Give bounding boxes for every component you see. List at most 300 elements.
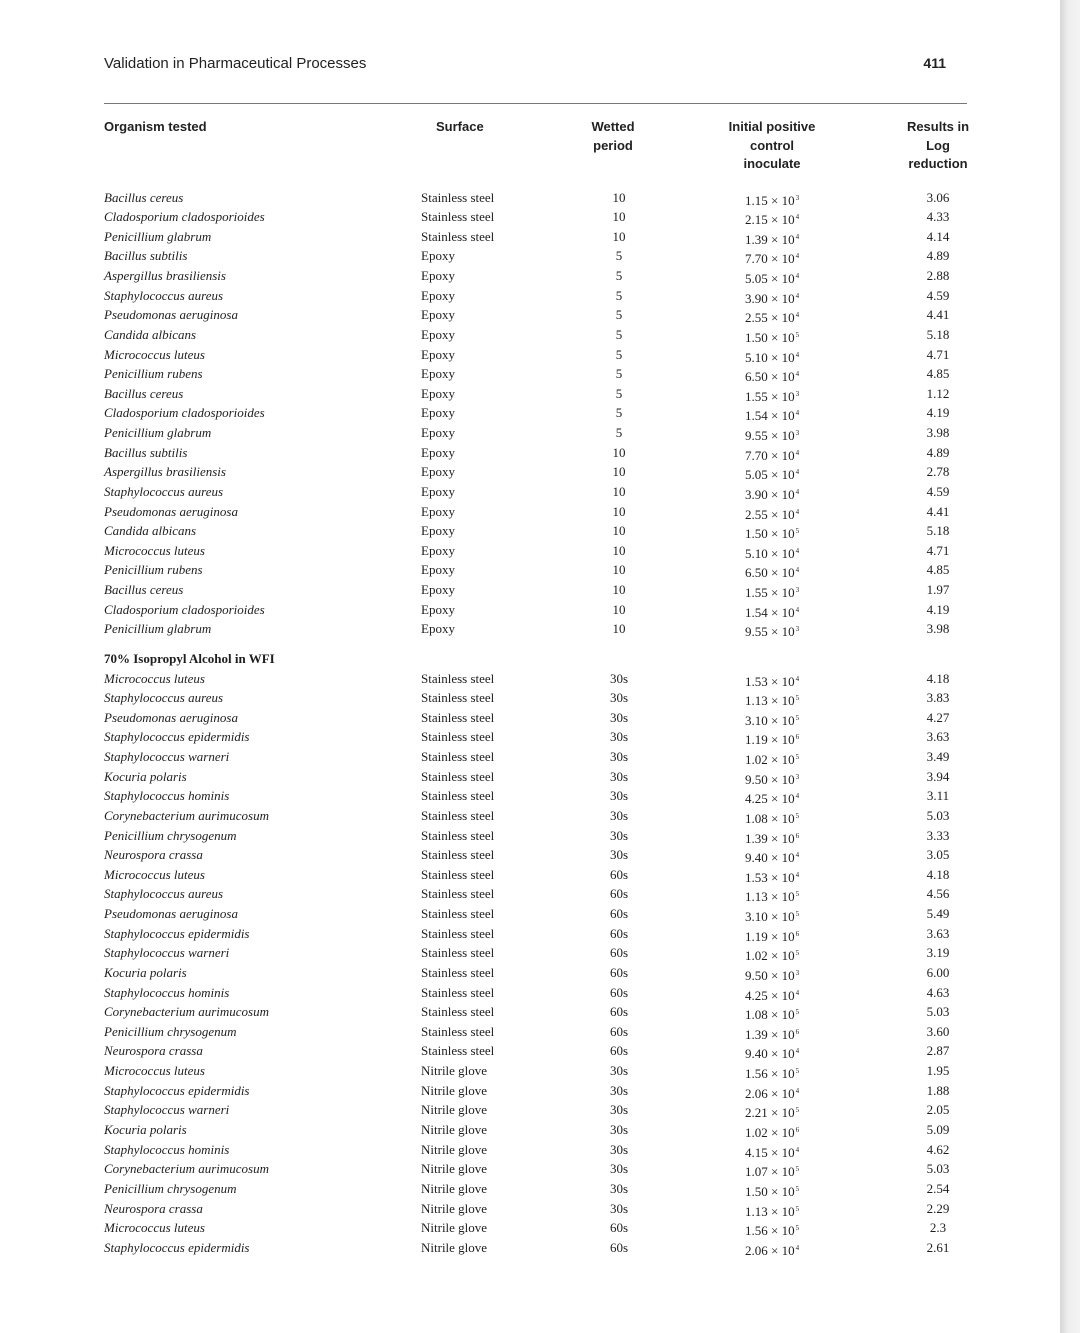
inoculate-exponent: 4	[795, 409, 800, 418]
organism-cell: Corynebacterium aurimucosum	[104, 807, 270, 823]
surface-cell: Epoxy	[421, 425, 455, 441]
inoculate-mantissa: 1.07 × 10	[745, 1164, 795, 1180]
surface-cell: Stainless steel	[421, 1023, 495, 1039]
table-row	[0, 1041, 1060, 1061]
inoculate-mantissa: 1.53 × 10	[745, 869, 795, 885]
organism-cell: Penicillium glabrum	[104, 228, 212, 244]
column-header-surface: Surface	[436, 119, 484, 134]
wetted-period-cell: 60s	[609, 1239, 629, 1255]
surface-cell: Epoxy	[421, 307, 455, 323]
wetted-period-cell: 60s	[609, 1043, 629, 1059]
surface-cell: Stainless steel	[421, 788, 495, 804]
inoculate-exponent: 4	[795, 311, 800, 320]
organism-cell: Penicillium glabrum	[104, 621, 212, 637]
log-reduction-cell: 5.09	[926, 1121, 950, 1137]
organism-cell: Neurospora crassa	[104, 1043, 203, 1059]
log-reduction-cell: 3.83	[926, 690, 950, 706]
organism-cell: Candida albicans	[104, 523, 197, 539]
inoculate-exponent: 3	[795, 389, 800, 398]
inoculate-mantissa: 1.08 × 10	[745, 1007, 795, 1023]
organism-cell: Staphylococcus warneri	[104, 749, 230, 765]
table-row	[0, 1022, 1060, 1042]
organism-cell: Bacillus cereus	[104, 582, 184, 598]
inoculate-mantissa: 5.10 × 10	[745, 349, 795, 365]
table-row	[0, 943, 1060, 963]
page-edge	[1060, 0, 1080, 1333]
wetted-period-cell: 10	[612, 562, 626, 578]
wetted-period-cell: 5	[615, 346, 623, 362]
inoculate-mantissa: 2.21 × 10	[745, 1105, 795, 1121]
inoculate-exponent: 4	[795, 988, 800, 997]
surface-cell: Stainless steel	[421, 189, 495, 205]
surface-cell: Nitrile glove	[421, 1102, 488, 1118]
log-reduction-cell: 3.49	[926, 749, 950, 765]
inoculate-mantissa: 1.13 × 10	[745, 889, 795, 905]
surface-cell: Stainless steel	[421, 209, 495, 225]
table-row	[0, 1218, 1060, 1238]
wetted-period-cell: 5	[615, 307, 623, 323]
table-row	[0, 207, 1060, 227]
wetted-period-cell: 10	[612, 209, 626, 225]
inoculate-exponent: 5	[795, 910, 800, 919]
wetted-period-cell: 30s	[609, 768, 629, 784]
column-header-initial-inoculate: Initial positive control inoculate	[728, 119, 816, 171]
surface-cell: Nitrile glove	[421, 1180, 488, 1196]
surface-cell: Epoxy	[421, 366, 455, 382]
log-reduction-cell: 4.63	[926, 984, 950, 1000]
surface-cell: Stainless steel	[421, 1004, 495, 1020]
table-row	[0, 560, 1060, 580]
table-row	[0, 826, 1060, 846]
table-row	[0, 865, 1060, 885]
table-row	[0, 246, 1060, 266]
organism-cell: Staphylococcus aureus	[104, 483, 224, 499]
inoculate-exponent: 3	[795, 586, 800, 595]
organism-cell: Neurospora crassa	[104, 847, 203, 863]
table-row	[0, 845, 1060, 865]
inoculate-mantissa: 1.15 × 10	[745, 192, 795, 208]
table-row	[0, 443, 1060, 463]
surface-cell: Epoxy	[421, 268, 455, 284]
inoculate-mantissa: 1.50 × 10	[745, 1183, 795, 1199]
organism-cell: Staphylococcus epidermidis	[104, 1239, 250, 1255]
table-row	[0, 482, 1060, 502]
log-reduction-cell: 1.88	[926, 1082, 950, 1098]
surface-cell: Epoxy	[421, 248, 455, 264]
log-reduction-cell: 4.71	[926, 542, 950, 558]
surface-cell: Epoxy	[421, 582, 455, 598]
organism-cell: Staphylococcus hominis	[104, 984, 230, 1000]
log-reduction-cell: 4.18	[926, 866, 950, 882]
wetted-period-cell: 30s	[609, 1082, 629, 1098]
log-reduction-cell: 2.3	[929, 1220, 947, 1236]
inoculate-exponent: 4	[795, 1086, 800, 1095]
surface-cell: Stainless steel	[421, 768, 495, 784]
table-row	[0, 403, 1060, 423]
inoculate-mantissa: 1.19 × 10	[745, 928, 795, 944]
log-reduction-cell: 2.29	[926, 1200, 950, 1216]
organism-cell: Corynebacterium aurimucosum	[104, 1004, 270, 1020]
wetted-period-cell: 10	[612, 582, 626, 598]
table-row	[0, 708, 1060, 728]
inoculate-exponent: 5	[795, 949, 800, 958]
organism-cell: Bacillus cereus	[104, 385, 184, 401]
inoculate-mantissa: 1.55 × 10	[745, 585, 795, 601]
wetted-period-cell: 30s	[609, 807, 629, 823]
inoculate-mantissa: 1.02 × 10	[745, 752, 795, 768]
surface-cell: Nitrile glove	[421, 1220, 488, 1236]
table-row	[0, 963, 1060, 983]
inoculate-mantissa: 9.40 × 10	[745, 1046, 795, 1062]
inoculate-exponent: 4	[795, 870, 800, 879]
inoculate-mantissa: 5.05 × 10	[745, 271, 795, 287]
log-reduction-cell: 2.78	[926, 464, 950, 480]
table-row	[0, 305, 1060, 325]
table-row	[0, 1100, 1060, 1120]
section-heading: 70% Isopropyl Alcohol in WFI	[104, 650, 275, 666]
organism-cell: Staphylococcus warneri	[104, 945, 230, 961]
surface-cell: Nitrile glove	[421, 1063, 488, 1079]
log-reduction-cell: 4.59	[926, 483, 950, 499]
inoculate-mantissa: 6.50 × 10	[745, 565, 795, 581]
inoculate-mantissa: 1.39 × 10	[745, 1026, 795, 1042]
wetted-period-cell: 60s	[609, 945, 629, 961]
wetted-period-cell: 30s	[609, 729, 629, 745]
organism-cell: Staphylococcus epidermidis	[104, 1082, 250, 1098]
table-row	[0, 786, 1060, 806]
wetted-period-cell: 10	[612, 621, 626, 637]
surface-cell: Stainless steel	[421, 709, 495, 725]
table-row	[0, 345, 1060, 365]
wetted-period-cell: 5	[615, 366, 623, 382]
wetted-period-cell: 60s	[609, 1023, 629, 1039]
inoculate-exponent: 4	[795, 1047, 800, 1056]
organism-cell: Micrococcus luteus	[104, 542, 205, 558]
organism-cell: Kocuria polaris	[104, 964, 187, 980]
table-row	[0, 423, 1060, 443]
inoculate-mantissa: 2.55 × 10	[745, 506, 795, 522]
inoculate-exponent: 4	[795, 507, 800, 516]
inoculate-mantissa: 1.19 × 10	[745, 732, 795, 748]
organism-cell: Staphylococcus epidermidis	[104, 925, 250, 941]
wetted-period-cell: 5	[615, 405, 623, 421]
inoculate-mantissa: 2.15 × 10	[745, 212, 795, 228]
log-reduction-cell: 3.60	[926, 1023, 950, 1039]
log-reduction-cell: 2.61	[926, 1239, 950, 1255]
table-row	[0, 364, 1060, 384]
surface-cell: Nitrile glove	[421, 1239, 488, 1255]
organism-cell: Penicillium rubens	[104, 366, 203, 382]
inoculate-exponent: 4	[795, 566, 800, 575]
log-reduction-cell: 2.87	[926, 1043, 950, 1059]
inoculate-exponent: 4	[795, 252, 800, 261]
inoculate-exponent: 4	[795, 448, 800, 457]
wetted-period-cell: 60s	[609, 984, 629, 1000]
log-reduction-cell: 1.95	[926, 1063, 950, 1079]
wetted-period-cell: 30s	[609, 827, 629, 843]
inoculate-exponent: 3	[795, 625, 800, 634]
wetted-period-cell: 30s	[609, 690, 629, 706]
organism-cell: Staphylococcus aureus	[104, 287, 224, 303]
inoculate-mantissa: 7.70 × 10	[745, 251, 795, 267]
wetted-period-cell: 60s	[609, 866, 629, 882]
wetted-period-cell: 30s	[609, 1121, 629, 1137]
surface-cell: Nitrile glove	[421, 1161, 488, 1177]
organism-cell: Micrococcus luteus	[104, 1220, 205, 1236]
log-reduction-cell: 2.88	[926, 268, 950, 284]
log-reduction-cell: 5.03	[926, 1004, 950, 1020]
organism-cell: Kocuria polaris	[104, 1121, 187, 1137]
inoculate-exponent: 5	[795, 713, 800, 722]
inoculate-exponent: 5	[795, 1008, 800, 1017]
inoculate-exponent: 5	[795, 1204, 800, 1213]
wetted-period-cell: 30s	[609, 1063, 629, 1079]
wetted-period-cell: 30s	[609, 1102, 629, 1118]
wetted-period-cell: 30s	[609, 709, 629, 725]
inoculate-exponent: 4	[795, 792, 800, 801]
table-row	[0, 580, 1060, 600]
inoculate-mantissa: 1.56 × 10	[745, 1223, 795, 1239]
inoculate-exponent: 4	[795, 1243, 800, 1252]
table-row	[0, 767, 1060, 787]
log-reduction-cell: 3.05	[926, 847, 950, 863]
inoculate-exponent: 4	[795, 232, 800, 241]
organism-cell: Micrococcus luteus	[104, 670, 205, 686]
organism-cell: Bacillus cereus	[104, 189, 184, 205]
organism-cell: Penicillium rubens	[104, 562, 203, 578]
table-row	[0, 521, 1060, 541]
table-row	[0, 1159, 1060, 1179]
inoculate-mantissa: 1.50 × 10	[745, 526, 795, 542]
wetted-period-cell: 30s	[609, 1161, 629, 1177]
surface-cell: Stainless steel	[421, 906, 495, 922]
log-reduction-cell: 1.12	[926, 385, 950, 401]
wetted-period-cell: 30s	[609, 1200, 629, 1216]
inoculate-mantissa: 1.56 × 10	[745, 1066, 795, 1082]
wetted-period-cell: 30s	[609, 670, 629, 686]
surface-cell: Epoxy	[421, 444, 455, 460]
inoculate-mantissa: 9.50 × 10	[745, 771, 795, 787]
organism-cell: Bacillus subtilis	[104, 444, 188, 460]
wetted-period-cell: 10	[612, 444, 626, 460]
log-reduction-cell: 1.97	[926, 582, 950, 598]
organism-cell: Staphylococcus warneri	[104, 1102, 230, 1118]
wetted-period-cell: 10	[612, 601, 626, 617]
inoculate-exponent: 5	[795, 1067, 800, 1076]
wetted-period-cell: 30s	[609, 749, 629, 765]
organism-cell: Pseudomonas aeruginosa	[104, 906, 238, 922]
inoculate-exponent: 5	[795, 330, 800, 339]
log-reduction-cell: 4.14	[926, 228, 950, 244]
wetted-period-cell: 10	[612, 483, 626, 499]
inoculate-mantissa: 1.02 × 10	[745, 1124, 795, 1140]
wetted-period-cell: 5	[615, 425, 623, 441]
log-reduction-cell: 3.06	[926, 189, 950, 205]
wetted-period-cell: 10	[612, 503, 626, 519]
inoculate-mantissa: 9.55 × 10	[745, 624, 795, 640]
log-reduction-cell: 2.54	[926, 1180, 950, 1196]
organism-cell: Penicillium chrysogenum	[104, 827, 237, 843]
wetted-period-cell: 60s	[609, 906, 629, 922]
inoculate-mantissa: 5.05 × 10	[745, 467, 795, 483]
surface-cell: Epoxy	[421, 385, 455, 401]
surface-cell: Nitrile glove	[421, 1141, 488, 1157]
table-row	[0, 983, 1060, 1003]
wetted-period-cell: 5	[615, 268, 623, 284]
inoculate-exponent: 5	[795, 753, 800, 762]
inoculate-exponent: 4	[795, 272, 800, 281]
wetted-period-cell: 10	[612, 189, 626, 205]
log-reduction-cell: 4.41	[926, 307, 950, 323]
inoculate-exponent: 4	[795, 370, 800, 379]
surface-cell: Epoxy	[421, 562, 455, 578]
surface-cell: Epoxy	[421, 523, 455, 539]
table-row	[0, 1140, 1060, 1160]
inoculate-exponent: 6	[795, 929, 800, 938]
inoculate-exponent: 6	[795, 1125, 800, 1134]
inoculate-exponent: 5	[795, 1184, 800, 1193]
surface-cell: Nitrile glove	[421, 1082, 488, 1098]
surface-cell: Epoxy	[421, 621, 455, 637]
surface-cell: Stainless steel	[421, 690, 495, 706]
table-row	[0, 747, 1060, 767]
table-row	[0, 286, 1060, 306]
organism-cell: Bacillus subtilis	[104, 248, 188, 264]
organism-cell: Staphylococcus hominis	[104, 788, 230, 804]
log-reduction-cell: 4.56	[926, 886, 950, 902]
surface-cell: Epoxy	[421, 601, 455, 617]
inoculate-mantissa: 5.10 × 10	[745, 545, 795, 561]
log-reduction-cell: 4.27	[926, 709, 950, 725]
log-reduction-cell: 3.94	[926, 768, 950, 784]
inoculate-exponent: 6	[795, 831, 800, 840]
table-row	[0, 1002, 1060, 1022]
table-row	[0, 384, 1060, 404]
inoculate-mantissa: 3.90 × 10	[745, 290, 795, 306]
organism-cell: Penicillium chrysogenum	[104, 1023, 237, 1039]
table-row	[0, 727, 1060, 747]
log-reduction-cell: 5.18	[926, 326, 950, 342]
inoculate-mantissa: 4.25 × 10	[745, 791, 795, 807]
inoculate-exponent: 5	[795, 1165, 800, 1174]
surface-cell: Nitrile glove	[421, 1121, 488, 1137]
log-reduction-cell: 4.85	[926, 366, 950, 382]
wetted-period-cell: 10	[612, 464, 626, 480]
wetted-period-cell: 5	[615, 287, 623, 303]
inoculate-exponent: 6	[795, 733, 800, 742]
log-reduction-cell: 3.98	[926, 621, 950, 637]
organism-cell: Penicillium glabrum	[104, 425, 212, 441]
inoculate-cell	[745, 619, 799, 642]
log-reduction-cell: 3.11	[926, 788, 950, 804]
running-header-title: Validation in Pharmaceutical Processes	[104, 55, 367, 72]
inoculate-mantissa: 1.54 × 10	[745, 408, 795, 424]
inoculate-exponent: 4	[795, 350, 800, 359]
inoculate-mantissa: 1.53 × 10	[745, 673, 795, 689]
wetted-period-cell: 5	[615, 385, 623, 401]
inoculate-mantissa: 3.10 × 10	[745, 712, 795, 728]
organism-cell: Pseudomonas aeruginosa	[104, 709, 238, 725]
table-row	[0, 884, 1060, 904]
log-reduction-cell: 3.63	[926, 729, 950, 745]
log-reduction-cell: 5.18	[926, 523, 950, 539]
surface-cell: Epoxy	[421, 405, 455, 421]
inoculate-mantissa: 9.40 × 10	[745, 850, 795, 866]
inoculate-exponent: 3	[795, 772, 800, 781]
inoculate-mantissa: 2.55 × 10	[745, 310, 795, 326]
surface-cell: Stainless steel	[421, 847, 495, 863]
inoculate-mantissa: 4.25 × 10	[745, 987, 795, 1003]
surface-cell: Stainless steel	[421, 807, 495, 823]
column-header-organism: Organism tested	[104, 119, 207, 134]
wetted-period-cell: 30s	[609, 1141, 629, 1157]
organism-cell: Cladosporium cladosporioides	[104, 209, 265, 225]
organism-cell: Staphylococcus aureus	[104, 886, 224, 902]
organism-cell: Staphylococcus hominis	[104, 1141, 230, 1157]
table-row	[0, 600, 1060, 620]
table-row	[0, 1199, 1060, 1219]
surface-cell: Stainless steel	[421, 984, 495, 1000]
inoculate-mantissa: 1.02 × 10	[745, 948, 795, 964]
organism-cell: Penicillium chrysogenum	[104, 1180, 237, 1196]
surface-cell: Epoxy	[421, 287, 455, 303]
wetted-period-cell: 60s	[609, 925, 629, 941]
surface-cell: Stainless steel	[421, 228, 495, 244]
organism-cell: Micrococcus luteus	[104, 1063, 205, 1079]
inoculate-exponent: 3	[795, 968, 800, 977]
inoculate-exponent: 5	[795, 527, 800, 536]
surface-cell: Stainless steel	[421, 886, 495, 902]
wetted-period-cell: 5	[615, 326, 623, 342]
inoculate-exponent: 5	[795, 890, 800, 899]
table-row	[0, 1120, 1060, 1140]
inoculate-cell	[745, 1238, 799, 1261]
table-row	[0, 266, 1060, 286]
inoculate-exponent: 3	[795, 193, 800, 202]
inoculate-mantissa: 9.55 × 10	[745, 428, 795, 444]
header-rule	[104, 103, 967, 104]
inoculate-exponent: 4	[795, 605, 800, 614]
organism-cell: Candida albicans	[104, 326, 197, 342]
table-row	[0, 325, 1060, 345]
inoculate-exponent: 5	[795, 694, 800, 703]
page-number: 411	[923, 55, 946, 71]
organism-cell: Micrococcus luteus	[104, 866, 205, 882]
organism-cell: Pseudomonas aeruginosa	[104, 503, 238, 519]
inoculate-exponent: 6	[795, 1027, 800, 1036]
wetted-period-cell: 30s	[609, 847, 629, 863]
organism-cell: Micrococcus luteus	[104, 346, 205, 362]
surface-cell: Stainless steel	[421, 729, 495, 745]
organism-cell: Staphylococcus epidermidis	[104, 729, 250, 745]
log-reduction-cell: 4.62	[926, 1141, 950, 1157]
inoculate-exponent: 5	[795, 1106, 800, 1115]
table-row	[0, 904, 1060, 924]
log-reduction-cell: 4.85	[926, 562, 950, 578]
organism-cell: Staphylococcus aureus	[104, 690, 224, 706]
inoculate-mantissa: 6.50 × 10	[745, 369, 795, 385]
inoculate-mantissa: 1.50 × 10	[745, 329, 795, 345]
table-row	[0, 1081, 1060, 1101]
log-reduction-cell: 5.03	[926, 1161, 950, 1177]
surface-cell: Stainless steel	[421, 866, 495, 882]
organism-cell: Aspergillus brasiliensis	[104, 464, 226, 480]
inoculate-mantissa: 7.70 × 10	[745, 447, 795, 463]
surface-cell: Stainless steel	[421, 670, 495, 686]
inoculate-mantissa: 2.06 × 10	[745, 1085, 795, 1101]
inoculate-exponent: 5	[795, 1224, 800, 1233]
organism-cell: Kocuria polaris	[104, 768, 187, 784]
